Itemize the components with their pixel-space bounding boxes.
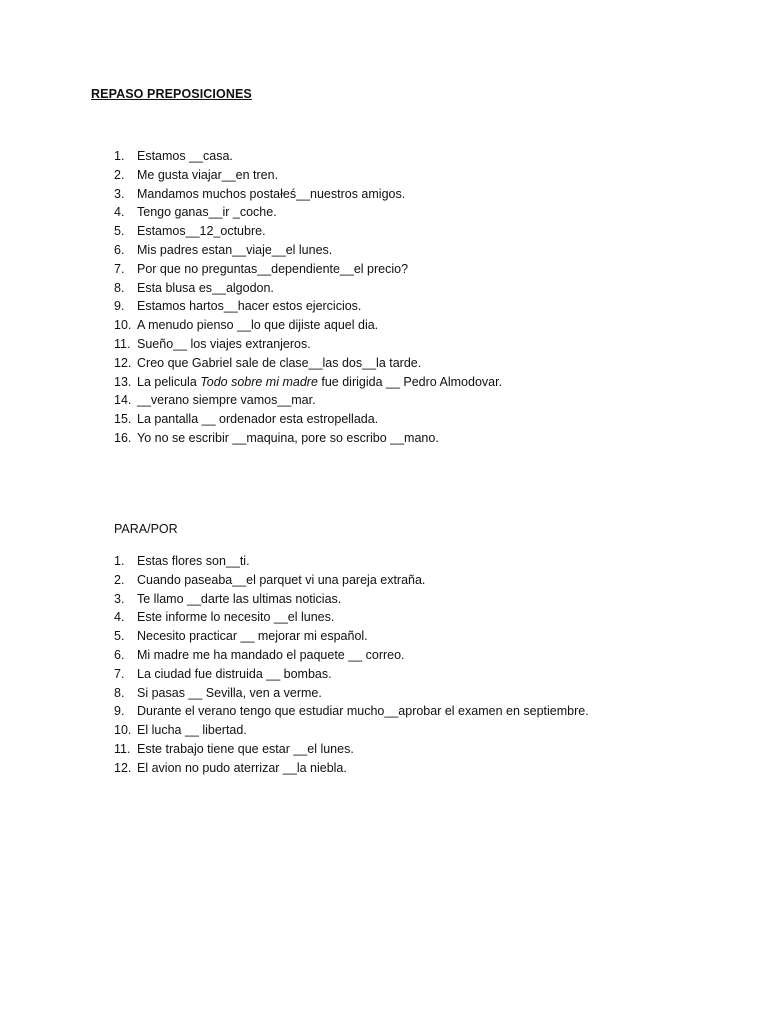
list-item-text: Creo que Gabriel sale de clase__las dos__la tarde. <box>137 355 422 370</box>
list-item-number: 16. <box>114 430 132 445</box>
list-item-number: 4. <box>114 205 125 220</box>
section-label-para-por: PARA/POR <box>114 522 178 536</box>
list-item-number: 10. <box>114 318 132 333</box>
list-item-text: Sueño__ los viajes extranjeros. <box>137 336 311 351</box>
list-item-number: 2. <box>114 167 125 182</box>
list-item-text: La ciudad fue distruida __ bombas. <box>137 666 332 681</box>
list-item-text: El lucha __ libertad. <box>137 723 247 738</box>
list-item-number: 5. <box>114 224 125 239</box>
list-item-number: 1. <box>114 554 125 568</box>
page-title: REPASO PREPOSICIONES <box>91 87 252 101</box>
list-item-text: __verano siempre vamos__mar. <box>137 393 316 408</box>
list-item-text: Estamos hartos__hacer estos ejercicios. <box>137 299 362 314</box>
list-item-number: 8. <box>114 685 125 700</box>
list-item-text: Si pasas __ Sevilla, ven a verme. <box>137 685 322 700</box>
list-item-text: Por que no preguntas__dependiente__el precio? <box>137 261 409 276</box>
list-item-number: 9. <box>114 704 125 719</box>
list-item-text-post: fue dirigida __ Pedro Almodovar. <box>317 374 503 389</box>
list-item-text: La pantalla __ ordenador esta estropellada. <box>137 412 379 427</box>
list-item-number: 8. <box>114 280 125 295</box>
list-item-number: 7. <box>114 666 125 681</box>
list-item-number: 9. <box>114 299 125 314</box>
list-item-text: Estamos __casa. <box>137 149 233 163</box>
list-item-number: 15. <box>114 412 132 427</box>
list-item-text: Esta blusa es__algodon. <box>137 280 274 295</box>
list-item-number: 13. <box>114 374 132 389</box>
list-item-number: 11. <box>114 741 131 756</box>
list-item-text: Estamos__12_octubre. <box>137 224 266 239</box>
list-item-number: 3. <box>114 591 125 606</box>
list-item-number: 12. <box>114 760 132 775</box>
list-item-number: 5. <box>114 629 125 644</box>
list-item-text: Este trabajo tiene que estar __el lunes. <box>137 741 354 756</box>
list-item-number: 12. <box>114 355 132 370</box>
list-item-text: Necesito practicar __ mejorar mi español. <box>137 629 368 644</box>
list-item-text: Mis padres estan__viaje__el lunes. <box>137 242 333 257</box>
list-item-text <box>137 373 502 392</box>
list-item-number: 1. <box>114 149 125 163</box>
list-item-text: Cuando paseaba__el parquet vi una pareja extraña. <box>137 572 426 587</box>
list-item-number: 6. <box>114 647 125 662</box>
list-item-text: Durante el verano tengo que estudiar mucho__aprobar el examen en septiembre. <box>137 704 589 719</box>
list-item-number: 7. <box>114 261 125 276</box>
list-item-number: 14. <box>114 393 132 408</box>
list-item-text: El avion no pudo aterrizar __la niebla. <box>137 760 347 775</box>
list-item-text: Este informe lo necesito __el lunes. <box>137 610 335 625</box>
list-item-text: Tengo ganas__ir _coche. <box>137 205 277 220</box>
list-item-number: 10. <box>114 723 132 738</box>
list-item-text: Me gusta viajar__en tren. <box>137 167 279 182</box>
list-item-number: 4. <box>114 610 125 625</box>
list-item-number: 3. <box>114 186 125 201</box>
list-item-number: 6. <box>114 242 125 257</box>
list-item-text: A menudo pienso __lo que dijiste aquel dia. <box>137 318 379 333</box>
list-item-text: Estas flores son__ti. <box>137 554 250 568</box>
list-item-text: Mi madre me ha mandado el paquete __ correo. <box>137 647 405 662</box>
list-item-text-pre: La pelicula <box>137 374 201 389</box>
list-item-text: Yo no se escribir __maquina, pore so escribo __mano. <box>137 430 439 445</box>
list-item-text: Mandamos muchos postałeś__nuestros amigos. <box>137 186 406 201</box>
list-item-number: 11. <box>114 336 131 351</box>
film-title: Todo sobre mi madre <box>200 374 318 389</box>
list-item-number: 2. <box>114 572 125 587</box>
list-item-text: Te llamo __darte las ultimas noticias. <box>137 591 342 606</box>
